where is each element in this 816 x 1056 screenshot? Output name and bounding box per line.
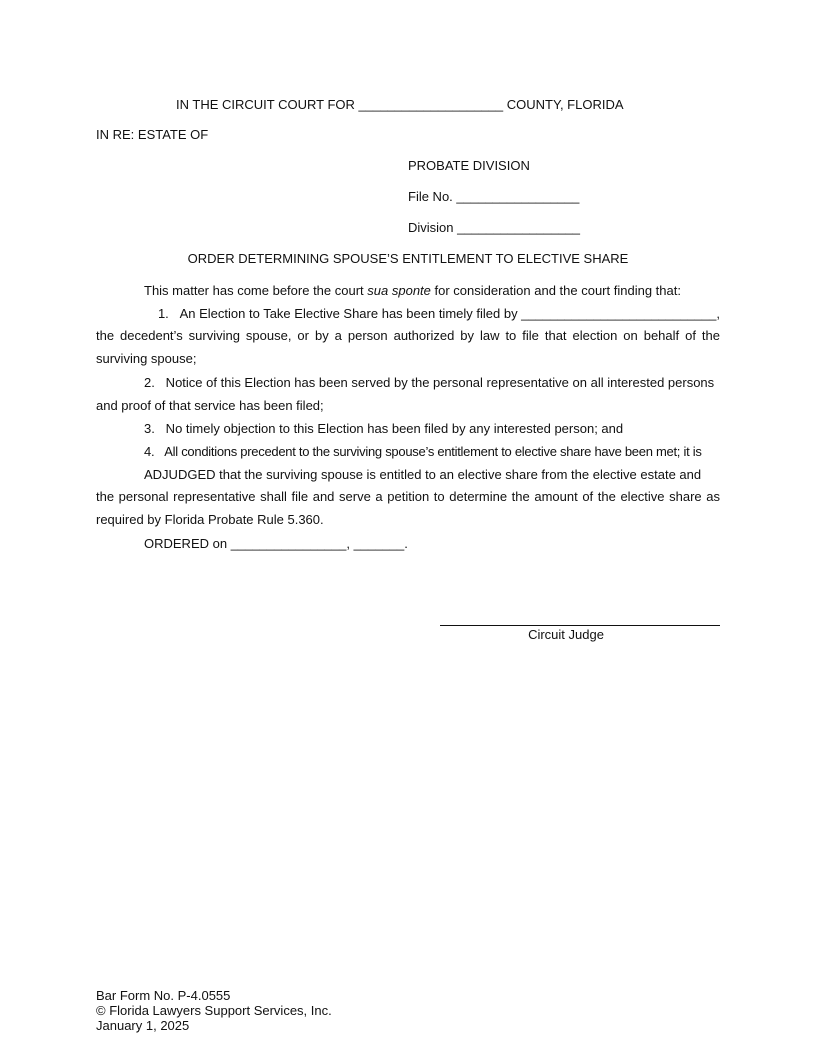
footer-copyright: © Florida Lawyers Support Services, Inc.: [96, 1003, 332, 1018]
item-2-first-line: 2. Notice of this Election has been served by the personal representative on all interested persons: [144, 375, 715, 390]
item-2-rest: and proof of that service has been filed;: [96, 398, 324, 413]
court-prefix: IN THE CIRCUIT COURT FOR: [176, 97, 355, 112]
intro-after: for consideration and the court finding that:: [434, 283, 681, 298]
intro-paragraph: [144, 283, 681, 299]
court-caption: [176, 97, 624, 113]
order-title: ORDER DETERMINING SPOUSE’S ENTITLEMENT TO ELECTIVE SHARE: [187, 251, 629, 266]
division-field: Division _________________: [408, 220, 581, 235]
intro-italic: sua sponte: [367, 283, 431, 298]
signature-line: [440, 625, 720, 626]
probate-division: PROBATE DIVISION: [408, 158, 530, 173]
estate-caption: IN RE: ESTATE OF: [96, 127, 209, 142]
item-1-first-line: [144, 306, 720, 322]
item-3: 3. No timely objection to this Election has been filed by any interested person; and: [144, 421, 624, 436]
item-1-rest: the decedent’s surviving spouse, or by a person authorized by law to file that election on behalf of the surviving spouse;: [96, 328, 720, 366]
ordered-line: ORDERED on ________________, _______.: [144, 536, 408, 551]
adjudged-first-line: ADJUDGED that the surviving spouse is entitled to an elective share from the elective estate and: [144, 467, 702, 482]
adjudged-rest: the personal representative shall file and serve a petition to determine the amount of the elective share as required by Florida Probate Rule 5.360.: [96, 489, 720, 527]
signature-label: Circuit Judge: [528, 627, 604, 642]
footer-form-number: Bar Form No. P-4.0555: [96, 988, 231, 1003]
intro-before: This matter has come before the court: [144, 283, 364, 298]
item-4: 4. All conditions precedent to the surviving spouse’s entitlement to elective share have been met; it is: [144, 444, 702, 459]
item-1-first-text: 1. An Election to Take Elective Share has been timely filed by ___________________________,: [157, 306, 720, 321]
court-suffix: COUNTY, FLORIDA: [506, 97, 624, 112]
footer-date: January 1, 2025: [96, 1018, 190, 1033]
county-blank: ____________________: [358, 97, 504, 112]
file-number-field: File No. _________________: [408, 189, 580, 204]
